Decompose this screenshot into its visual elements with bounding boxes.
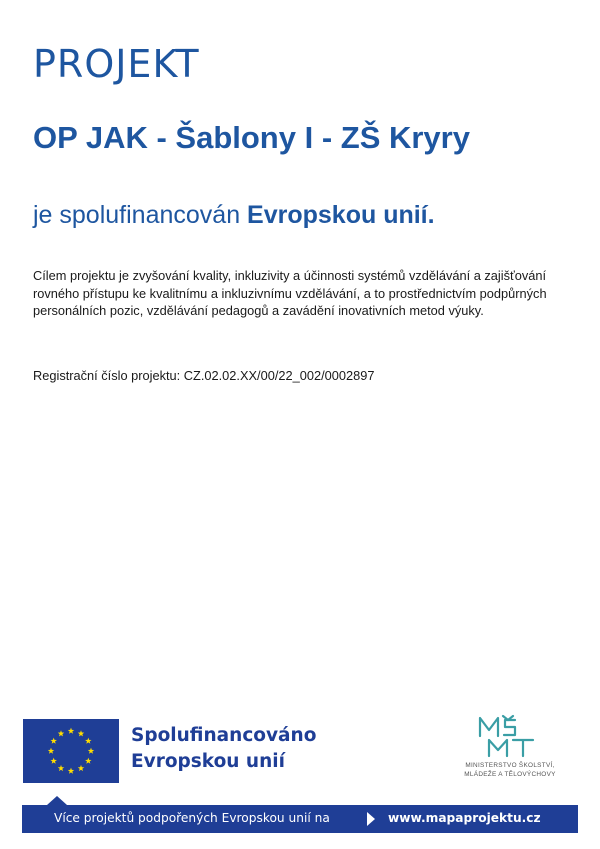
eu-cofinanced-line1: Spolufinancováno <box>131 725 317 746</box>
eu-star-icon <box>58 730 64 736</box>
project-description: Cílem projektu je zvyšování kvality, inkluzivity a účinnosti systémů vzdělávání a zajišťování rovného přístupu ke kvalitnímu a inkluzivnímu vzdělávání, a to prostřednictvím podpůrných personálních pozic, vzdělávání pedagogů a zavádění inovativních metod výuky. <box>33 268 547 318</box>
eu-star-icon <box>50 758 56 764</box>
project-title: OP JAK - Šablony I - ZŠ Kryry <box>33 120 470 155</box>
cofinancing-emphasis: Evropskou unií. <box>247 201 435 229</box>
msmt-logo-icon <box>477 714 543 758</box>
arrow-right-icon <box>367 812 375 826</box>
eu-stars-graphic <box>23 719 119 783</box>
eu-star-icon <box>68 728 74 734</box>
eu-star-icon <box>88 748 94 754</box>
msmt-logo <box>445 714 575 794</box>
eu-star-icon <box>85 758 91 764</box>
eu-star-icon <box>78 730 84 736</box>
msmt-name-line2: MLÁDEŽE A TĚLOVÝCHOVY <box>464 771 556 778</box>
eu-star-icon <box>68 768 74 774</box>
eu-star-icon <box>50 738 56 744</box>
eu-star-icon <box>78 765 84 771</box>
msmt-name <box>445 761 575 779</box>
eu-cofinanced-line2: Evropskou unií <box>131 751 285 772</box>
cofinancing-statement <box>33 201 435 230</box>
eu-star-icon <box>48 748 54 754</box>
footer-text: Více projektů podpořených Evropskou unií na <box>54 811 330 825</box>
msmt-name-line1: MINISTERSTVO ŠKOLSTVÍ, <box>465 762 555 769</box>
footer-link[interactable]: www.mapaprojektu.cz <box>388 811 541 825</box>
footer-bar <box>22 805 578 833</box>
page-heading: PROJEKT <box>33 42 200 86</box>
footer-notch <box>47 796 67 805</box>
eu-flag-icon <box>23 719 119 783</box>
eu-cofinanced-label <box>131 723 316 775</box>
eu-star-icon <box>58 765 64 771</box>
cofinancing-prefix: je spolufinancován <box>33 201 248 229</box>
registration-number: Registrační číslo projektu: CZ.02.02.XX/00/22_002/0002897 <box>33 368 375 383</box>
eu-star-icon <box>85 738 91 744</box>
